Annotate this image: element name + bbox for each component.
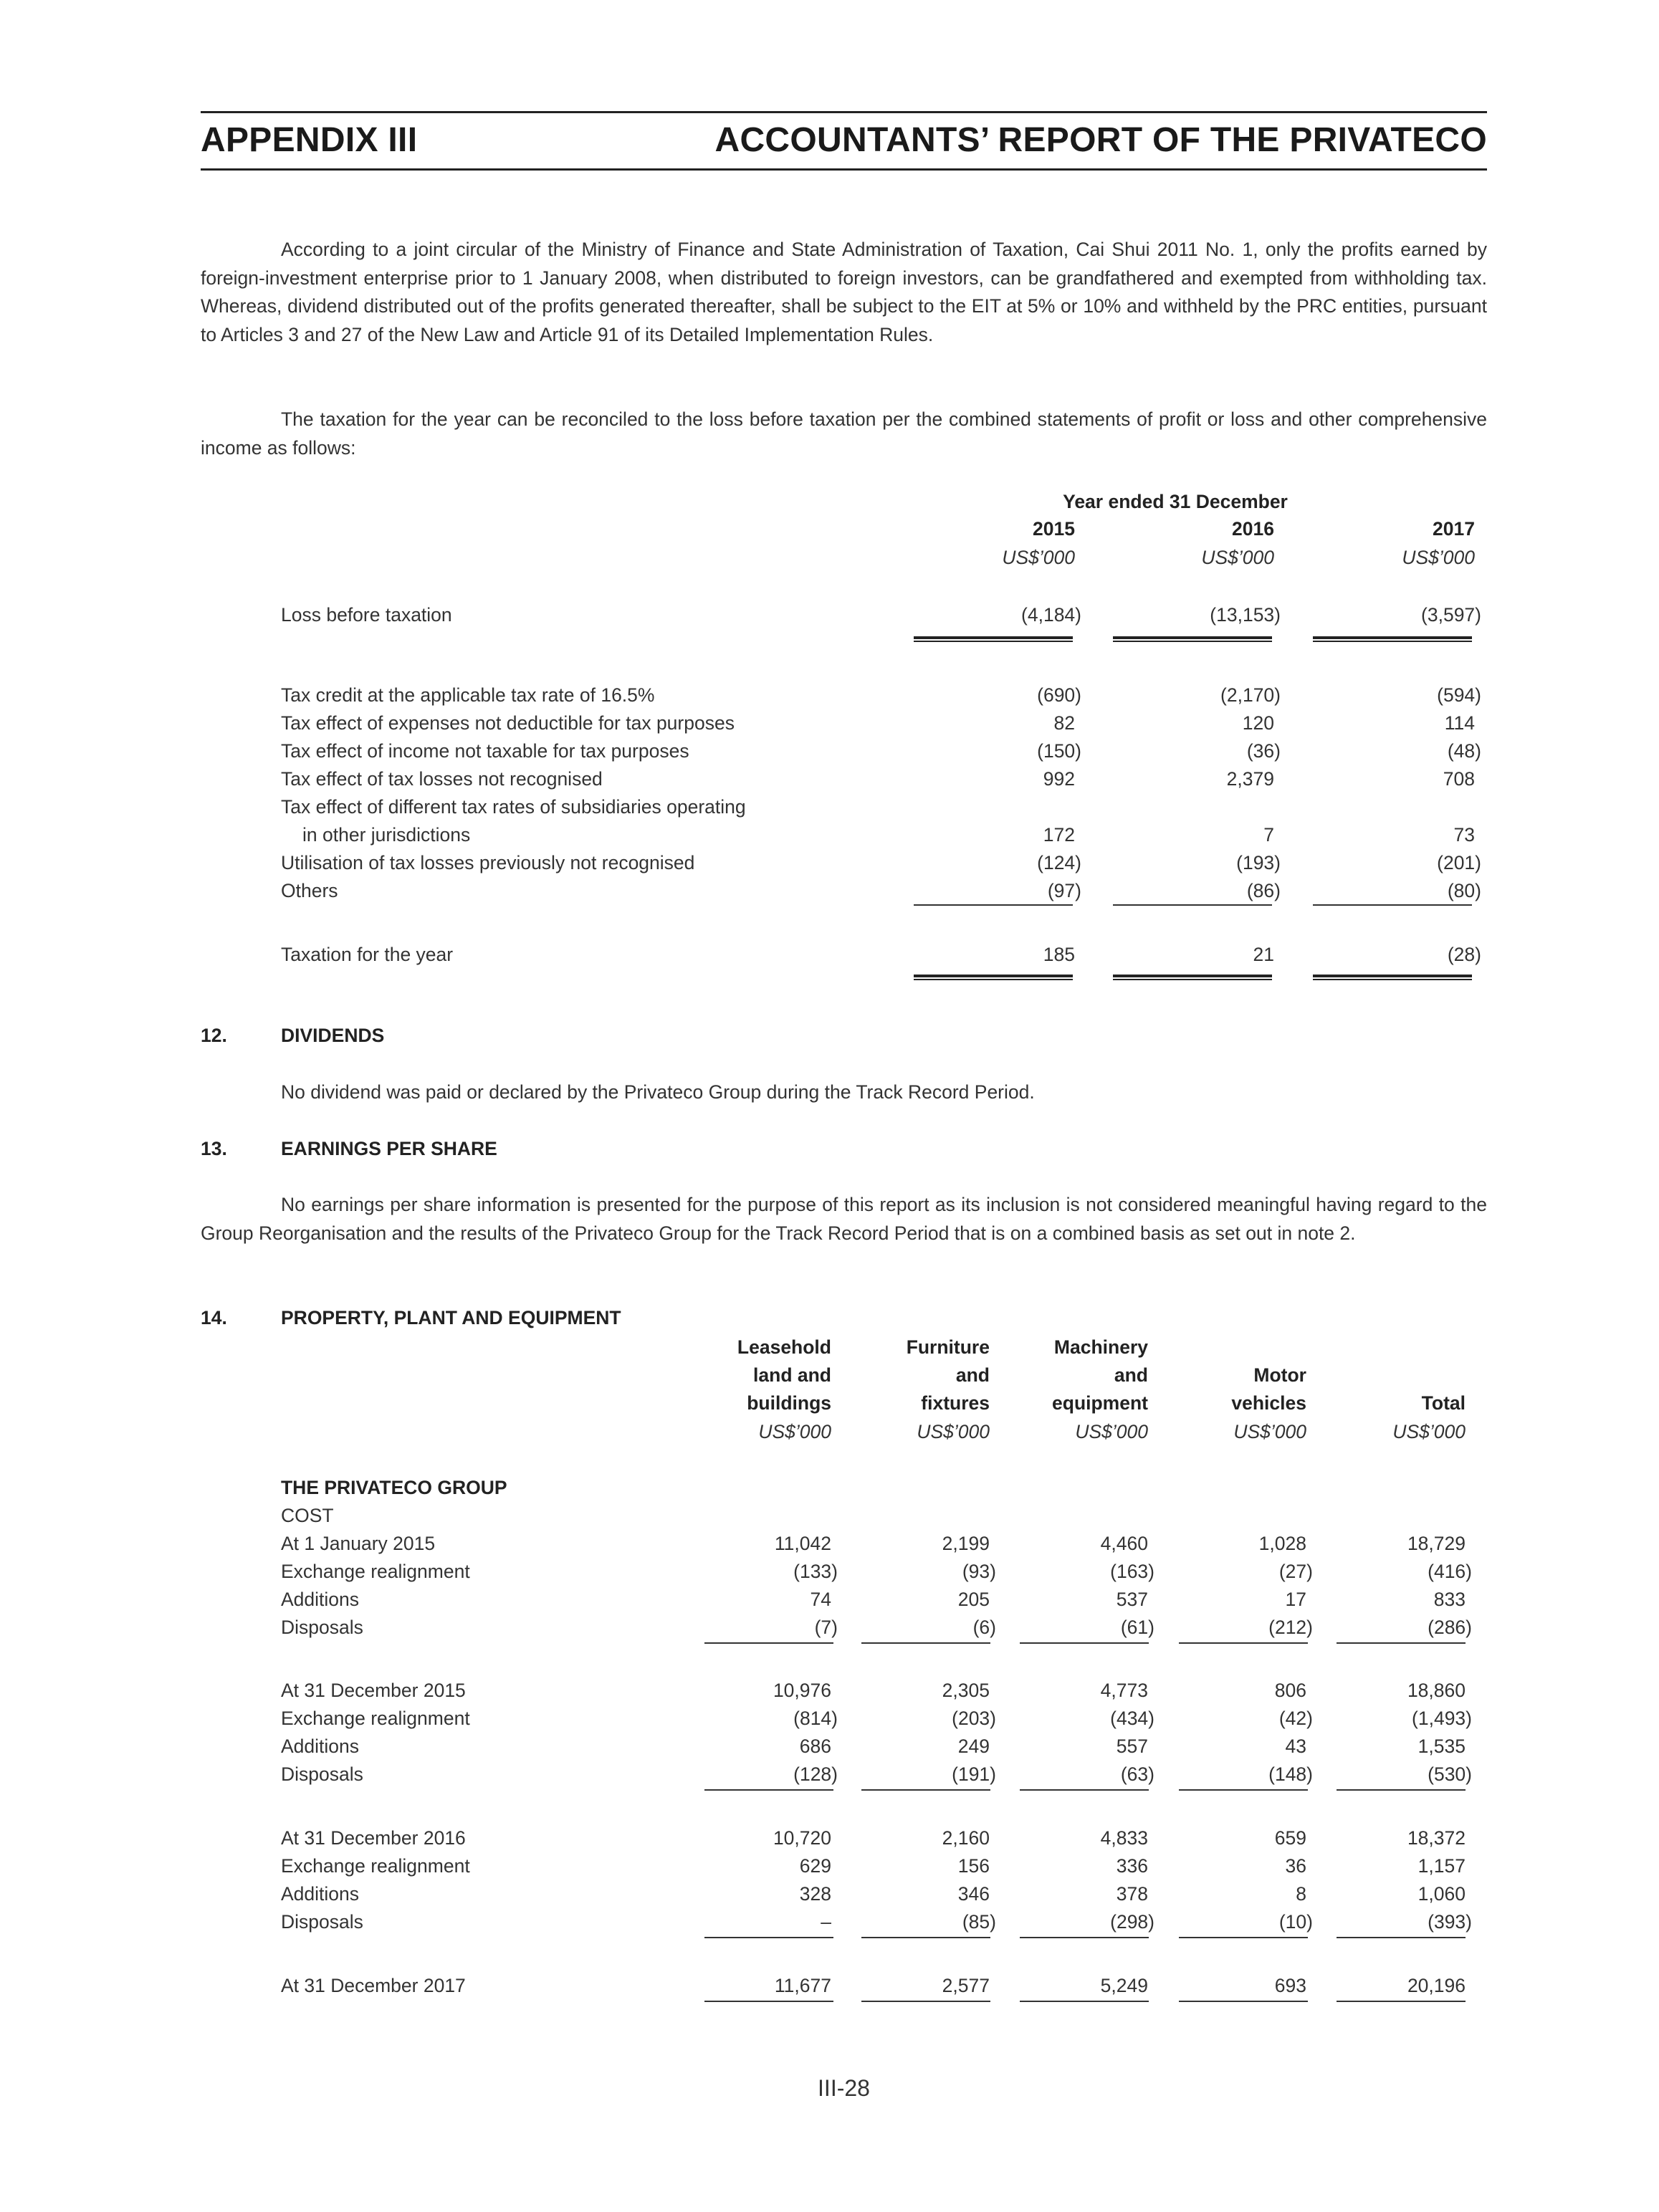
row-value: (80) (1447, 880, 1481, 901)
row-value: 20,196 (1407, 1975, 1466, 1996)
row-value: 806 (1274, 1680, 1306, 1701)
row-label: Others (281, 880, 338, 901)
header-top-rule (201, 111, 1487, 113)
row-label: Tax credit at the applicable tax rate of 16.5% (281, 684, 655, 706)
single-underline (1337, 1789, 1466, 1791)
row-value: 659 (1274, 1827, 1306, 1849)
row-value: 1,028 (1258, 1533, 1306, 1554)
row-value: 82 (1053, 712, 1075, 734)
row-value: (6) (972, 1617, 996, 1638)
double-underline (1113, 636, 1272, 642)
row-label: Utilisation of tax losses previously not recognised (281, 852, 695, 873)
page-number: III-28 (818, 2075, 870, 2101)
row-value: 185 (1043, 944, 1075, 965)
row-value: 18,860 (1407, 1680, 1466, 1701)
row-label: Additions (281, 1735, 360, 1757)
single-underline (861, 1937, 990, 1938)
row-label: At 31 December 2017 (281, 1975, 466, 1996)
row-value: (191) (952, 1763, 996, 1785)
dividends-text: No dividend was paid or declared by the Privateco Group during the Track Record Period. (281, 1081, 1035, 1103)
row-value: (150) (1037, 740, 1081, 762)
single-underline (704, 1937, 833, 1938)
row-value: 7 (1263, 824, 1274, 846)
row-label: Additions (281, 1589, 360, 1610)
year-column-heading: 2016 (1232, 518, 1274, 540)
column-heading: Furniture (906, 1336, 990, 1358)
row-value: 8 (1296, 1883, 1306, 1905)
column-heading: Machinery (1053, 1336, 1148, 1358)
section-title: DIVIDENDS (281, 1025, 385, 1046)
row-value: 114 (1444, 712, 1475, 734)
row-label: Disposals (281, 1763, 363, 1785)
row-value: 629 (799, 1855, 831, 1877)
row-label: At 31 December 2015 (281, 1680, 466, 1701)
row-value: 557 (1116, 1735, 1148, 1757)
row-value: (28) (1447, 944, 1481, 965)
row-label: At 1 January 2015 (281, 1533, 436, 1554)
row-value: (61) (1120, 1617, 1154, 1638)
row-value: (148) (1268, 1763, 1313, 1785)
row-value: 693 (1274, 1975, 1306, 1996)
row-value: (434) (1110, 1708, 1154, 1729)
row-value: 2,160 (942, 1827, 990, 1849)
row-value: 2,379 (1226, 768, 1274, 790)
row-value: 992 (1043, 768, 1075, 790)
unit-label: US$’000 (1075, 1421, 1148, 1442)
year-column-heading: 2015 (1033, 518, 1075, 540)
row-value: 4,460 (1100, 1533, 1148, 1554)
row-value: (1,493) (1412, 1708, 1472, 1729)
double-underline (1113, 975, 1272, 980)
row-label: Taxation for the year (281, 944, 454, 965)
row-value: 18,372 (1407, 1827, 1466, 1849)
row-value: (93) (962, 1561, 996, 1582)
row-value: 156 (957, 1855, 990, 1877)
row-value: 1,157 (1417, 1855, 1466, 1877)
unit-label: US$’000 (917, 1421, 990, 1442)
row-value: (27) (1278, 1561, 1313, 1582)
row-label: Disposals (281, 1911, 363, 1933)
row-value: (286) (1428, 1617, 1472, 1638)
row-value: (85) (962, 1911, 996, 1933)
double-underline (1313, 636, 1472, 642)
section-number: 12. (201, 1025, 227, 1046)
row-value: (530) (1428, 1763, 1472, 1785)
row-value: (594) (1437, 684, 1481, 706)
row-value: – (821, 1911, 831, 1933)
row-value: (416) (1428, 1561, 1472, 1582)
paragraph-withholding-tax: According to a joint circular of the Ministry of Finance and State Administration of Taxation, Cai Shui 2011 No. 1, only the profits earned by foreign-investment enterprise prior to 1 January 2008, when distributed to foreign investors, can be grandfathered and exempted from withholding tax. Whereas, dividend distributed out of the profits generated thereafter, shall be subject to the EIT at 5% or 10% and withheld by the PRC entities, pursuant to Articles 3 and 27 of the New Law and Article 91 of its Detailed Implementation Rules. (201, 239, 1487, 345)
row-value: 205 (957, 1589, 990, 1610)
column-heading: Leasehold (737, 1336, 831, 1358)
row-label: Additions (281, 1883, 360, 1905)
year-column-heading: 2017 (1433, 518, 1475, 540)
row-value: (203) (952, 1708, 996, 1729)
double-underline (914, 975, 1073, 980)
single-underline (1113, 904, 1272, 906)
row-label: Exchange realignment (281, 1855, 470, 1877)
row-label: Tax effect of income not taxable for tax purposes (281, 740, 689, 762)
column-heading: Total (1421, 1392, 1466, 1414)
row-label: Exchange realignment (281, 1561, 470, 1582)
single-underline (704, 2001, 833, 2002)
row-value: (124) (1037, 852, 1081, 873)
single-underline (1313, 904, 1472, 906)
row-value: 4,773 (1100, 1680, 1148, 1701)
appendix-label: APPENDIX III (201, 121, 418, 159)
single-underline (861, 1789, 990, 1791)
row-value: (97) (1047, 880, 1081, 901)
row-value: 2,199 (942, 1533, 990, 1554)
unit-label: US$’000 (1201, 547, 1274, 568)
row-value: (212) (1268, 1617, 1313, 1638)
row-value: 1,060 (1417, 1883, 1466, 1905)
row-value: (86) (1246, 880, 1281, 901)
section-number: 14. (201, 1307, 227, 1328)
single-underline (704, 1789, 833, 1791)
column-heading: and (955, 1364, 990, 1386)
unit-label: US$’000 (1002, 547, 1075, 568)
row-label: Loss before taxation (281, 604, 452, 626)
row-value: 4,833 (1100, 1827, 1148, 1849)
single-underline (1337, 1642, 1466, 1644)
column-heading: buildings (747, 1392, 831, 1414)
column-heading: fixtures (921, 1392, 990, 1414)
row-value: (814) (793, 1708, 838, 1729)
unit-label: US$’000 (1233, 1421, 1306, 1442)
row-value: 686 (799, 1735, 831, 1757)
row-value: 336 (1116, 1855, 1148, 1877)
column-heading: land and (753, 1364, 831, 1386)
row-value: 1,535 (1417, 1735, 1466, 1757)
column-heading: Motor (1253, 1364, 1306, 1386)
row-value: (690) (1037, 684, 1081, 706)
group-heading: THE PRIVATECO GROUP (281, 1477, 507, 1498)
double-underline (914, 636, 1073, 642)
single-underline (1179, 2001, 1308, 2002)
row-value: (36) (1246, 740, 1281, 762)
row-value: 21 (1253, 944, 1274, 965)
unit-label: US$’000 (1392, 1421, 1466, 1442)
row-label: Disposals (281, 1617, 363, 1638)
period-heading: Year ended 31 December (1063, 491, 1288, 512)
row-value: (48) (1447, 740, 1481, 762)
single-underline (861, 1642, 990, 1644)
row-value: (298) (1110, 1911, 1154, 1933)
row-value: 36 (1285, 1855, 1306, 1877)
row-value: (13,153) (1210, 604, 1281, 626)
single-underline (1020, 1642, 1149, 1644)
paragraph-reconciliation-intro: The taxation for the year can be reconciled to the loss before taxation per the combined statements of profit or loss and other comprehensive income as follows: (201, 408, 1487, 459)
single-underline (1020, 2001, 1149, 2002)
row-value: (393) (1428, 1911, 1472, 1933)
section-number: 13. (201, 1138, 227, 1159)
unit-label: US$’000 (758, 1421, 831, 1442)
single-underline (1020, 1789, 1149, 1791)
column-heading: equipment (1052, 1392, 1148, 1414)
row-value: (7) (814, 1617, 838, 1638)
row-value: (2,170) (1220, 684, 1281, 706)
row-value: 537 (1116, 1589, 1148, 1610)
row-value: 172 (1043, 824, 1075, 846)
row-value: 11,042 (774, 1533, 831, 1554)
single-underline (861, 2001, 990, 2002)
row-value: 346 (957, 1883, 990, 1905)
row-label: Exchange realignment (281, 1708, 470, 1729)
header-bottom-rule (201, 168, 1487, 171)
earnings-per-share-text: No earnings per share information is presented for the purpose of this report as its inclusion is not considered meaningful having regard to the Group Reorganisation and the results of the Privateco Group for the Track Record Period that is on a combined basis as set out in note 2. (201, 1194, 1487, 1244)
row-value: (128) (793, 1763, 838, 1785)
row-value: 2,577 (942, 1975, 990, 1996)
row-value: 73 (1453, 824, 1475, 846)
row-value: 74 (810, 1589, 831, 1610)
row-label: Tax effect of expenses not deductible for tax purposes (281, 712, 735, 734)
row-value: 18,729 (1407, 1533, 1466, 1554)
single-underline (1337, 2001, 1466, 2002)
single-underline (1020, 1937, 1149, 1938)
row-value: 708 (1443, 768, 1475, 790)
row-value: (4,184) (1021, 604, 1081, 626)
single-underline (914, 904, 1073, 906)
row-value: (193) (1236, 852, 1281, 873)
single-underline (1179, 1789, 1308, 1791)
row-label: At 31 December 2016 (281, 1827, 466, 1849)
row-value: 10,976 (773, 1680, 831, 1701)
single-underline (704, 1642, 833, 1644)
row-value: 833 (1433, 1589, 1466, 1610)
row-label: Tax effect of tax losses not recognised (281, 768, 603, 790)
row-value: (63) (1120, 1763, 1154, 1785)
row-value: 17 (1285, 1589, 1306, 1610)
section-title: PROPERTY, PLANT AND EQUIPMENT (281, 1307, 621, 1328)
single-underline (1337, 1937, 1466, 1938)
column-heading: vehicles (1231, 1392, 1306, 1414)
section-title: EARNINGS PER SHARE (281, 1138, 497, 1159)
row-value: 249 (957, 1735, 990, 1757)
row-value: 43 (1285, 1735, 1306, 1757)
row-label: Tax effect of different tax rates of subsidiaries operating (281, 796, 746, 818)
single-underline (1179, 1642, 1308, 1644)
row-value: 2,305 (942, 1680, 990, 1701)
row-value: (133) (793, 1561, 838, 1582)
report-title: ACCOUNTANTS’ REPORT OF THE PRIVATECO (714, 121, 1487, 159)
row-value: (42) (1278, 1708, 1313, 1729)
column-heading: and (1114, 1364, 1148, 1386)
double-underline (1313, 975, 1472, 980)
row-value: 10,720 (773, 1827, 831, 1849)
row-value: (201) (1437, 852, 1481, 873)
row-value: (3,597) (1421, 604, 1481, 626)
row-value: 328 (799, 1883, 831, 1905)
row-value: (10) (1278, 1911, 1313, 1933)
row-value: 378 (1116, 1883, 1148, 1905)
cost-subheading: COST (281, 1505, 334, 1526)
unit-label: US$’000 (1402, 547, 1475, 568)
row-value: 120 (1242, 712, 1274, 734)
row-value: (163) (1110, 1561, 1154, 1582)
row-value: 11,677 (774, 1975, 831, 1996)
row-value: 5,249 (1100, 1975, 1148, 1996)
single-underline (1179, 1937, 1308, 1938)
row-label: in other jurisdictions (302, 824, 471, 846)
